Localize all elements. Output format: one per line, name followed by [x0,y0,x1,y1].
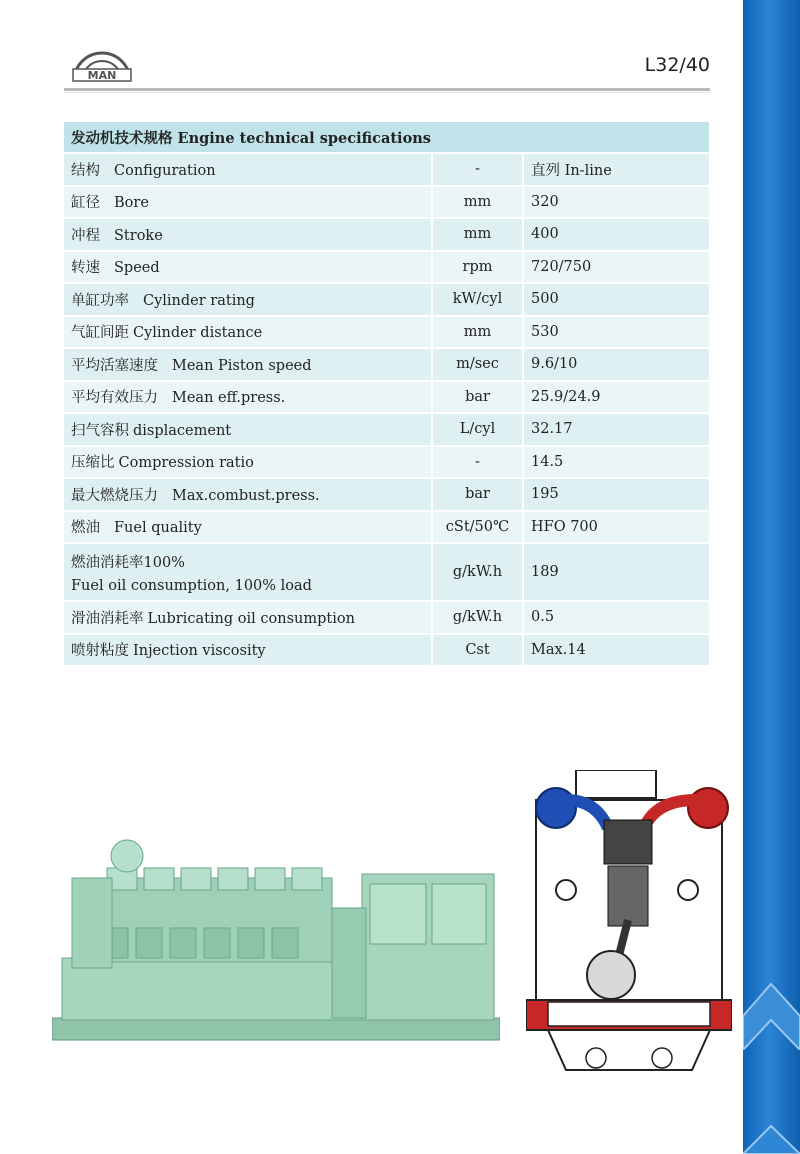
table-row [64,414,709,447]
spec-unit: bar [431,479,524,512]
spec-label: 缸径 Bore [64,187,431,220]
spec-label: 平均有效压力 Mean eff.press. [64,382,431,415]
spec-value: Max.14 [524,635,709,668]
table-row [64,154,709,187]
spec-label: 气缸间距 Cylinder distance [64,317,431,350]
header-divider [64,88,710,91]
spec-unit: mm [431,187,524,220]
table-row [64,447,709,480]
spec-unit: rpm [431,252,524,285]
spec-label: 扫气容积 displacement [64,414,431,447]
spec-label: 转速 Speed [64,252,431,285]
spec-label: 单缸功率 Cylinder rating [64,284,431,317]
spec-unit: m/sec [431,349,524,382]
table-row [64,187,709,220]
spec-unit: - [431,447,524,480]
spec-value: 400 [524,219,709,252]
spec-label: 结构 Configuration [64,154,431,187]
spec-value: HFO 700 [524,512,709,545]
table-row [64,382,709,415]
table-row [64,512,709,545]
table-row [64,544,709,602]
spec-label: 喷射粘度 Injection viscosity [64,635,431,668]
model-label: L32/40 [644,54,710,76]
table-row [64,317,709,350]
spec-value: 9.6/10 [524,349,709,382]
table-header-row [64,122,709,154]
engine-generator-image [52,838,500,1043]
chevron-up-icon [743,980,800,1050]
spec-unit: mm [431,219,524,252]
spec-label: 燃油 Fuel quality [64,512,431,545]
spec-value: 320 [524,187,709,220]
table-row [64,219,709,252]
spec-value: 14.5 [524,447,709,480]
spec-unit: Cst [431,635,524,668]
spec-unit: mm [431,317,524,350]
spec-label: 冲程 Stroke [64,219,431,252]
table-row [64,252,709,285]
table-row [64,635,709,668]
spec-value: 0.5 [524,602,709,635]
engine-cross-section-image [526,770,732,1080]
spec-label: 燃油消耗率100% Fuel oil consumption, 100% load [64,544,431,602]
spec-label: 平均活塞速度 Mean Piston speed [64,349,431,382]
chevron-up-icon-bottom [743,1120,800,1154]
spec-unit: cSt/50℃ [431,512,524,545]
spec-value: 720/750 [524,252,709,285]
header-divider-light [64,92,710,93]
table-row [64,602,709,635]
spec-value: 195 [524,479,709,512]
spec-unit: kW/cyl [431,284,524,317]
spec-label: 压缩比 Compression ratio [64,447,431,480]
table-row [64,284,709,317]
table-row [64,349,709,382]
spec-unit: L/cyl [431,414,524,447]
table-row [64,479,709,512]
spec-label: 最大燃烧压力 Max.combust.press. [64,479,431,512]
spec-unit: - [431,154,524,187]
table-title: 发动机技术规格 Engine technical specifications [64,122,709,154]
spec-value: 530 [524,317,709,350]
spec-value: 500 [524,284,709,317]
spec-table [64,122,709,667]
man-logo [70,45,134,85]
spec-value: 189 [524,544,709,602]
spec-value: 32.17 [524,414,709,447]
spec-value: 25.9/24.9 [524,382,709,415]
side-bar [743,0,800,1154]
spec-unit: g/kW.h [431,602,524,635]
spec-unit: g/kW.h [431,544,524,602]
svg-text:MAN: MAN [87,69,117,82]
spec-label: 滑油消耗率 Lubricating oil consumption [64,602,431,635]
spec-unit: bar [431,382,524,415]
spec-value: 直列 In-line [524,154,709,187]
